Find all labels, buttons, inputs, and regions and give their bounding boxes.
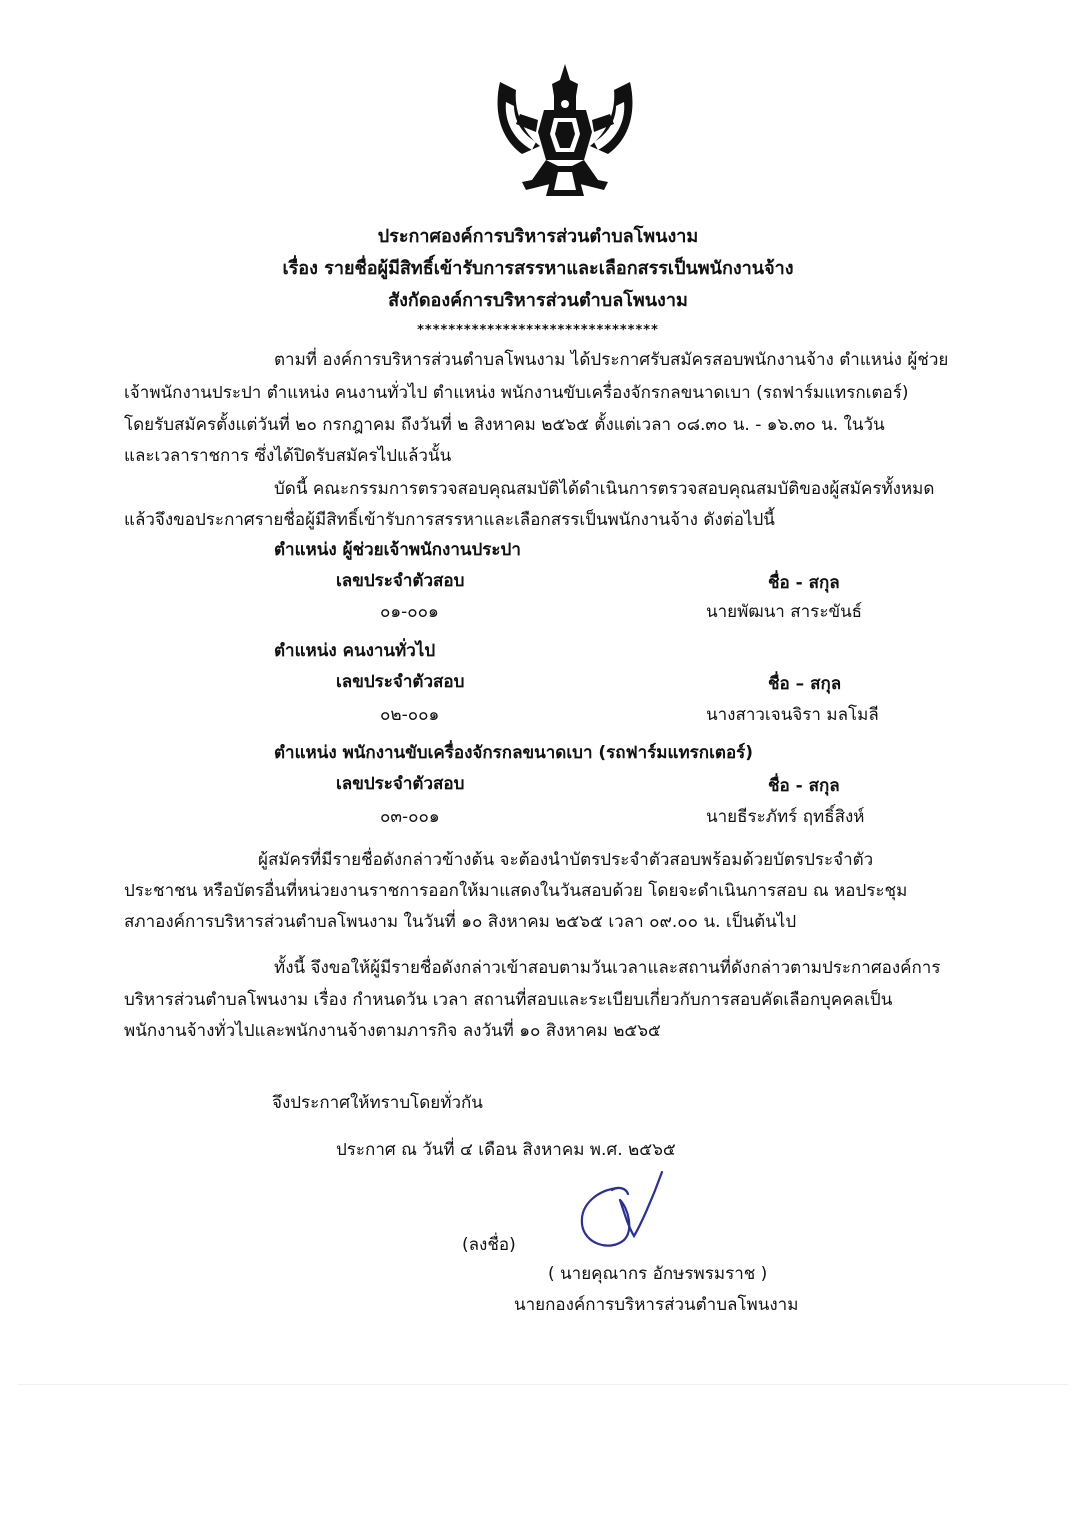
handwritten-signature bbox=[562, 1160, 692, 1260]
announcement-subject: เรื่อง รายชื่อผู้มีสิทธิ์เข้ารับการสรรหาและเลือกสรรเป็นพนักงานจ้าง bbox=[282, 258, 794, 279]
instructions-line-1: ผู้สมัครที่มีรายชื่อดังกล่าวข้างต้น จะต้องนำบัตรประจำตัวสอบพร้อมด้วยบัตรประจำตัว bbox=[258, 850, 874, 870]
exam-id: ๐๒-๐๐๑ bbox=[380, 705, 440, 725]
exam-id-header: เลขประจำตัวสอบ bbox=[336, 672, 465, 692]
now-line-2: แล้วจึงขอประกาศรายชื่อผู้มีสิทธิ์เข้ารับการสรรหาและเลือกสรรเป็นพนักงานจ้าง ดังต่อไปนี้ bbox=[124, 510, 775, 530]
candidate-name: นางสาวเจนจิรา มลโมลี bbox=[706, 705, 879, 725]
exam-id-header: เลขประจำตัวสอบ bbox=[336, 774, 465, 794]
announcement-date: ประกาศ ณ วันที่ ๔ เดือน สิงหาคม พ.ศ. ๒๕๖๕ bbox=[336, 1140, 676, 1160]
garuda-emblem-icon bbox=[492, 62, 638, 200]
now-line-1: บัดนี้ คณะกรรมการตรวจสอบคุณสมบัติได้ดำเนินการตรวจสอบคุณสมบัติของผู้สมัครทั้งหมด bbox=[274, 479, 935, 499]
intro-line-3: โดยรับสมัครตั้งแต่วันที่ ๒๐ กรกฎาคม ถึงวันที่ ๒ สิงหาคม ๒๕๖๕ ตั้งแต่เวลา ๐๘.๓๐ น. - ๑๖.๓๐ น. ในวัน bbox=[124, 415, 885, 435]
exam-id: ๐๓-๐๐๑ bbox=[380, 807, 440, 827]
exam-id-header: เลขประจำตัวสอบ bbox=[336, 571, 465, 591]
name-header: ชื่อ - สกุล bbox=[768, 573, 840, 593]
scan-edge-line bbox=[18, 1384, 1068, 1385]
exam-id: ๐๑-๐๐๑ bbox=[380, 602, 439, 622]
name-header: ชื่อ - สกุล bbox=[768, 776, 840, 796]
signer-title: นายกองค์การบริหารส่วนตำบลโพนงาม bbox=[514, 1295, 799, 1315]
signer-name: ( นายคุณากร อักษรพรมราช ) bbox=[548, 1264, 768, 1284]
announcement-affiliation: สังกัดองค์การบริหารส่วนตำบลโพนงาม bbox=[388, 290, 688, 311]
name-header: ชื่อ – สกุล bbox=[768, 674, 842, 694]
notice-line-2: บริหารส่วนตำบลโพนงาม เรื่อง กำหนดวัน เวลา สถานที่สอบและระเบียบเกี่ยวกับการสอบคัดเลือกบุคคลเป็น bbox=[124, 990, 893, 1010]
intro-line-1: ตามที่ องค์การบริหารส่วนตำบลโพนงาม ได้ประกาศรับสมัครสอบพนักงานจ้าง ตำแหน่ง ผู้ช่วย bbox=[274, 350, 949, 370]
announce-to-all: จึงประกาศให้ทราบโดยทั่วกัน bbox=[272, 1093, 483, 1113]
instructions-line-2: ประชาชน หรือบัตรอื่นที่หน่วยงานราชการออกให้มาแสดงในวันสอบด้วย โดยจะดำเนินการสอบ ณ หอประชุม bbox=[124, 881, 908, 901]
position-title: ตำแหน่ง พนักงานขับเครื่องจักรกลขนาดเบา (รถฟาร์มแทรกเตอร์) bbox=[274, 743, 754, 763]
notice-line-1: ทั้งนี้ จึงขอให้ผู้มีรายชื่อดังกล่าวเข้าสอบตามวันเวลาและสถานที่ดังกล่าวตามประกาศองค์การ bbox=[274, 958, 941, 978]
candidate-name: นายธีระภัทร์ ฤทธิ์สิงห์ bbox=[706, 807, 865, 827]
position-title: ตำแหน่ง คนงานทั่วไป bbox=[274, 641, 436, 661]
header-separator: ******************************* bbox=[417, 323, 659, 338]
position-title: ตำแหน่ง ผู้ช่วยเจ้าพนักงานประปา bbox=[274, 540, 521, 560]
signed-label: (ลงชื่อ) bbox=[462, 1235, 516, 1255]
intro-line-2: เจ้าพนักงานประปา ตำแหน่ง คนงานทั่วไป ตำแหน่ง พนักงานขับเครื่องจักรกลขนาดเบา (รถฟาร์มแทรกเตอร์) bbox=[124, 383, 909, 403]
candidate-name: นายพัฒนา สาระขันธ์ bbox=[706, 602, 863, 622]
announcement-title: ประกาศองค์การบริหารส่วนตำบลโพนงาม bbox=[377, 226, 699, 247]
instructions-line-3: สภาองค์การบริหารส่วนตำบลโพนงาม ในวันที่ ๑๐ สิงหาคม ๒๕๖๕ เวลา ๐๙.๐๐ น. เป็นต้นไป bbox=[124, 912, 797, 932]
notice-line-3: พนักงานจ้างทั่วไปและพนักงานจ้างตามภารกิจ ลงวันที่ ๑๐ สิงหาคม ๒๕๖๕ bbox=[124, 1021, 661, 1041]
intro-line-4: และเวลาราชการ ซึ่งได้ปิดรับสมัครไปแล้วนั้น bbox=[124, 446, 452, 466]
